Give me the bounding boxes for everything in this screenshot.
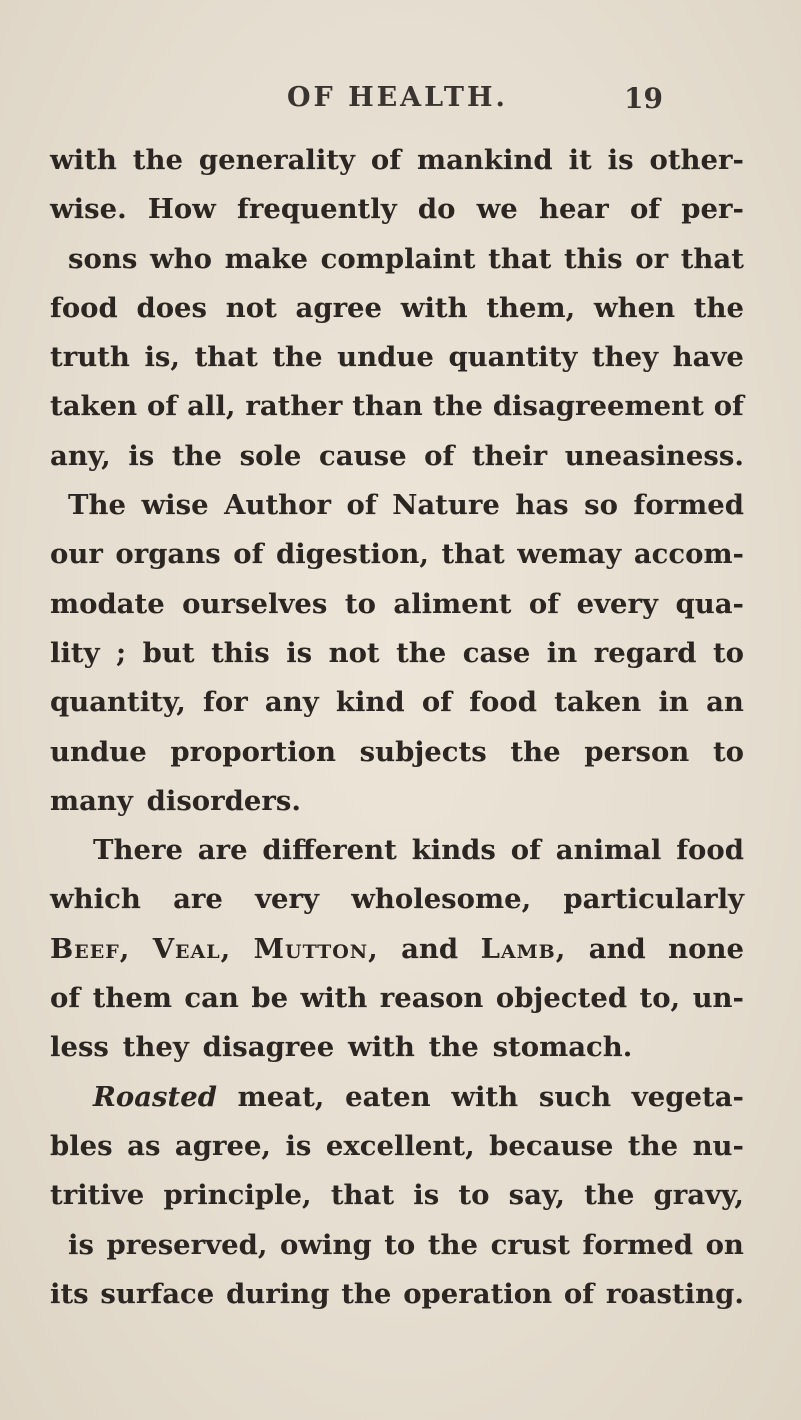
text-line: truth is, that the undue quantity they have (50, 341, 744, 374)
text-line: Roasted meat, eaten with such vegeta- (93, 1080, 744, 1113)
text-line: Beef, Veal, Mutton, and Lamb, and none (50, 932, 744, 965)
text-line: our organs of digestion, that wemay accom- (50, 538, 744, 571)
text-line: its surface during the operation of roasting. (50, 1277, 744, 1310)
text-line: lity ; but this is not the case in regard to (50, 636, 744, 669)
text-line: modate ourselves to aliment of every qua- (50, 587, 744, 620)
text-line: less they disagree with the stomach. (50, 1031, 633, 1064)
running-head (0, 82, 801, 122)
text-line: undue proportion subjects the person to (50, 735, 744, 768)
text-line: wise. How frequently do we hear of per- (50, 193, 744, 226)
page-number: 19 (624, 82, 663, 115)
text-line: is preserved, owing to the crust formed on (68, 1228, 744, 1261)
text-line: with the generality of mankind it is other- (50, 144, 744, 176)
text-line: any, is the sole cause of their uneasiness. (50, 439, 744, 472)
text-line: quantity, for any kind of food taken in an (50, 686, 744, 719)
running-title: OF HEALTH. (287, 82, 508, 113)
text-line: tritive principle, that is to say, the gravy, (50, 1179, 744, 1212)
text-line: sons who make complaint that this or that (68, 242, 744, 275)
text-line: taken of all, rather than the disagreement of (50, 390, 744, 423)
body-text (50, 136, 744, 1319)
text-line: The wise Author of Nature has so formed (68, 489, 744, 522)
text-line: of them can be with reason objected to, un- (50, 982, 744, 1015)
text-line: food does not agree with them, when the (50, 291, 744, 324)
text-line: bles as agree, is excellent, because the nu- (50, 1129, 744, 1162)
text-line: many disorders. (50, 784, 301, 817)
text-line: which are very wholesome, particularly (50, 883, 744, 916)
text-line: There are different kinds of animal food (93, 834, 744, 867)
